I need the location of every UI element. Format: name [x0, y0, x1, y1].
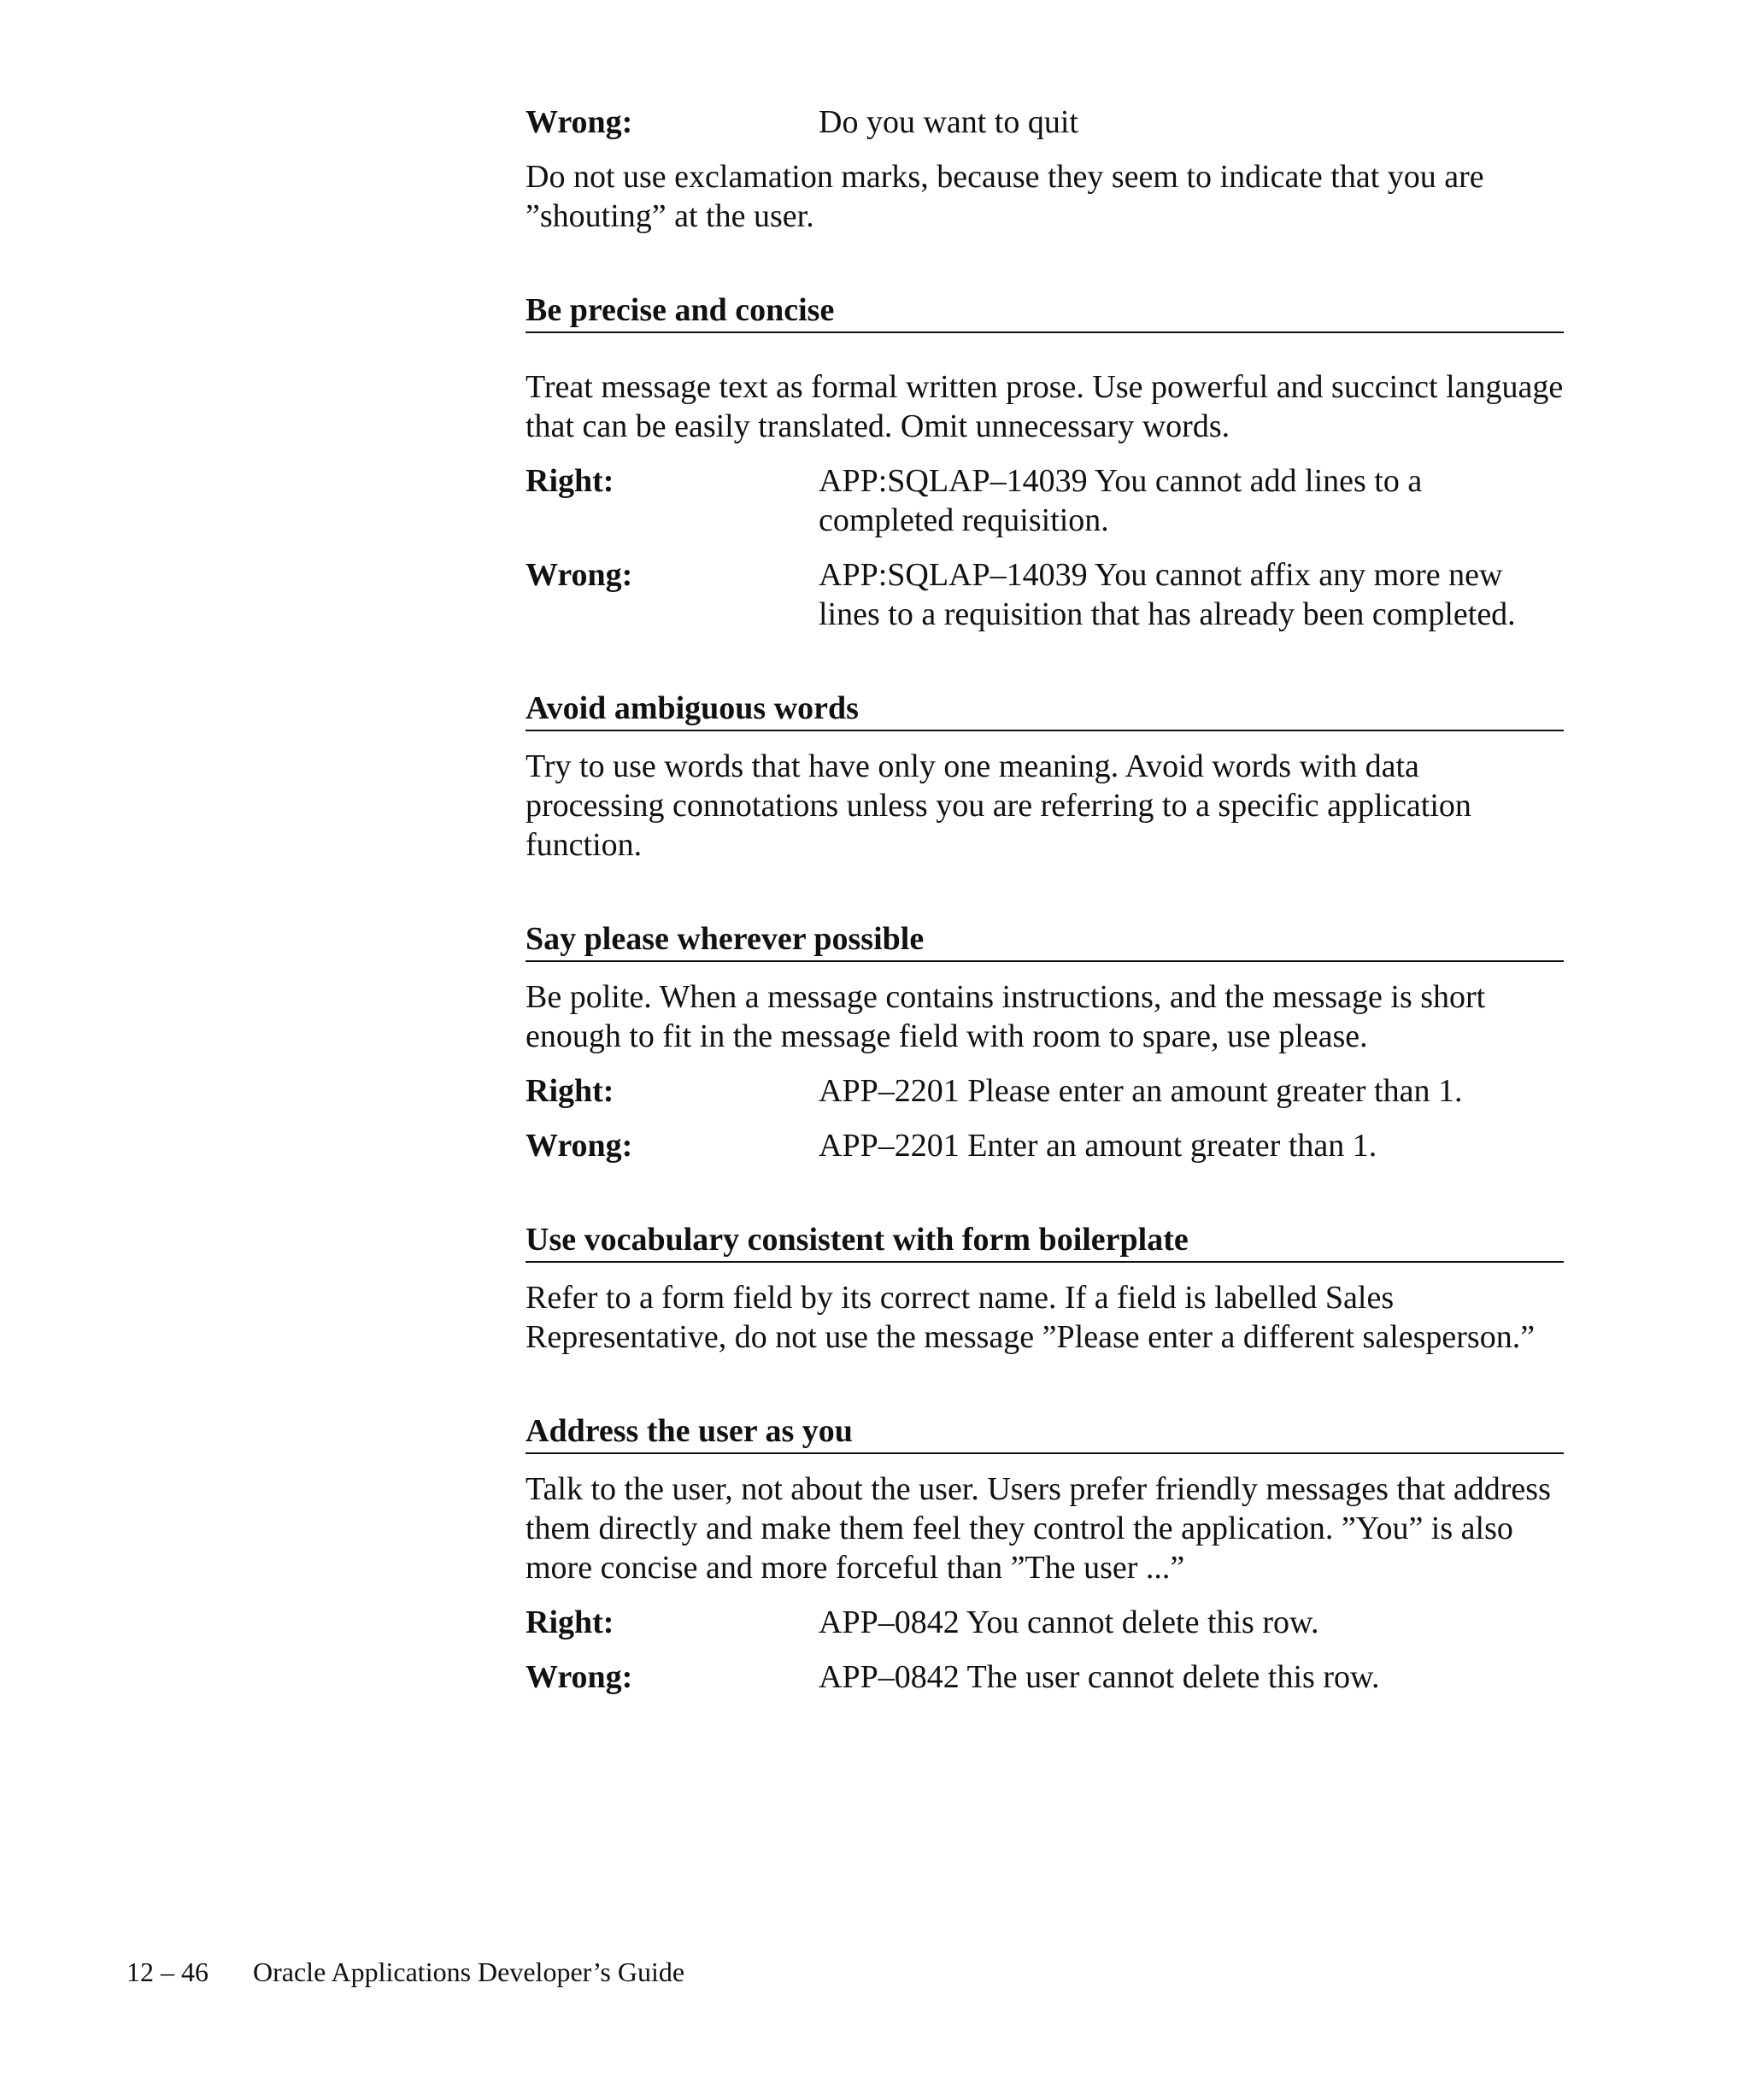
- example-label: Wrong:: [526, 557, 633, 593]
- example-text: APP–2201 Please enter an amount greater than 1.: [819, 1073, 1463, 1109]
- page-content: [526, 103, 1564, 1712]
- example-label: Wrong:: [526, 104, 633, 140]
- example-label: Right:: [526, 1604, 614, 1640]
- example-text: APP–2201 Enter an amount greater than 1.: [819, 1128, 1377, 1164]
- section-avoid-ambiguous: [526, 689, 1564, 865]
- section-be-precise: [526, 290, 1564, 634]
- example-row: [526, 555, 1564, 634]
- section-say-please: [526, 919, 1564, 1165]
- page-footer: [126, 1955, 684, 1989]
- example-label: Wrong:: [526, 1128, 633, 1164]
- book-title: Oracle Applications Developer’s Guide: [253, 1956, 685, 1987]
- example-text: APP–0842 You cannot delete this row.: [819, 1604, 1319, 1640]
- example-row: [526, 461, 1564, 540]
- example-row: [526, 1126, 1564, 1165]
- section-heading: Say please wherever possible: [526, 919, 1564, 962]
- section-paragraph: Try to use words that have only one meaning. Avoid words with data processing connotations unless you are referring to a specific application function.: [526, 748, 1471, 863]
- example-label: Right:: [526, 463, 614, 499]
- section-heading: Be precise and concise: [526, 290, 1564, 333]
- section-heading: Avoid ambiguous words: [526, 689, 1564, 731]
- example-text: APP:SQLAP–14039 You cannot affix any more new lines to a requisition that has already been completed.: [819, 557, 1516, 632]
- example-row: [526, 1603, 1564, 1642]
- section-paragraph: Be polite. When a message contains instructions, and the message is short enough to fit in the message field with room to spare, use please.: [526, 979, 1486, 1054]
- example-text: APP–0842 The user cannot delete this row.: [819, 1659, 1380, 1695]
- example-text: APP:SQLAP–14039 You cannot add lines to a completed requisition.: [819, 463, 1423, 538]
- section-paragraph: Talk to the user, not about the user. Users prefer friendly messages that address them directly and make them feel they control the application. ”You” is also more concise and more forceful than ”The user ...”: [526, 1471, 1551, 1586]
- example-row: [526, 1657, 1564, 1697]
- section-heading: Address the user as you: [526, 1411, 1564, 1454]
- page-number: 12 – 46: [126, 1956, 208, 1987]
- section-paragraph: Treat message text as formal written prose. Use powerful and succinct language that can be easily translated. Omit unnecessary words.: [526, 369, 1564, 444]
- example-label: Wrong:: [526, 1659, 633, 1695]
- example-text: Do you want to quit: [819, 104, 1078, 140]
- section-paragraph: Refer to a form field by its correct name. If a field is labelled Sales Representative, do not use the message ”Please enter a different salesperson.”: [526, 1280, 1536, 1355]
- section-heading: Use vocabulary consistent with form boilerplate: [526, 1220, 1564, 1263]
- example-label: Right:: [526, 1073, 614, 1109]
- example-row: [526, 1071, 1564, 1111]
- example-row: [526, 103, 1564, 142]
- intro-paragraph: Do not use exclamation marks, because they seem to indicate that you are ”shouting” at the user.: [526, 159, 1484, 234]
- section-vocabulary: [526, 1220, 1564, 1357]
- section-address-user: [526, 1411, 1564, 1697]
